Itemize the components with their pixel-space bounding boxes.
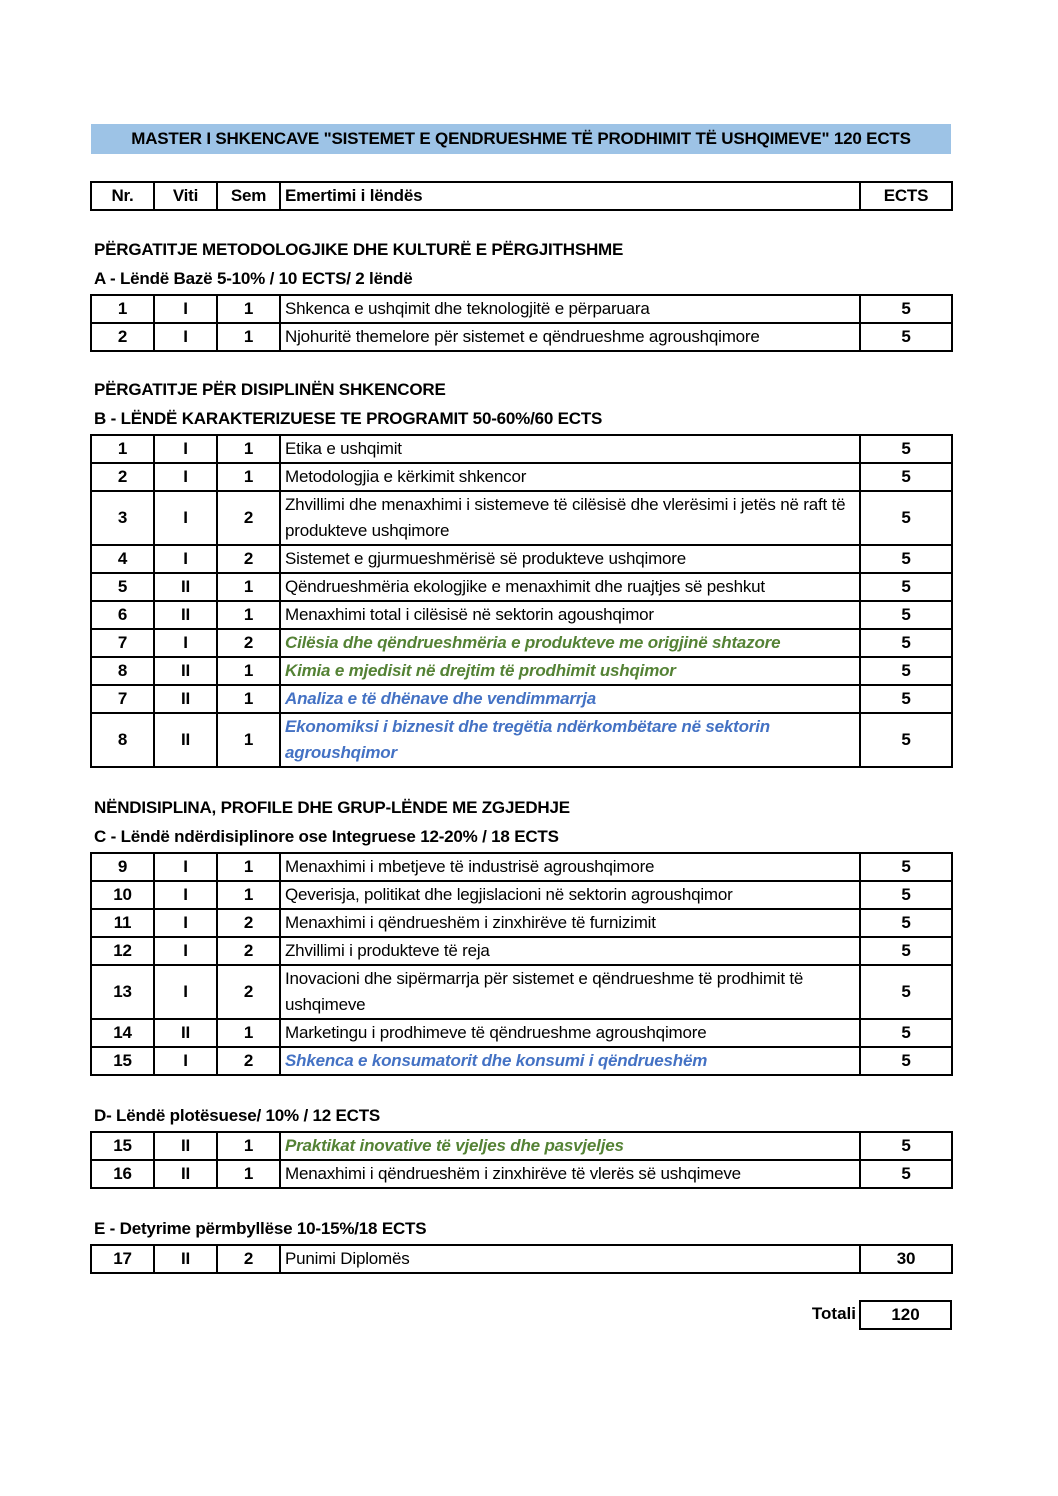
section-e-subheading: E - Detyrime përmbyllëse 10-15%/18 ECTS [94,1219,427,1238]
cell-sem: 1 [217,573,280,601]
cell-ects: 5 [860,629,952,657]
cell-course-name: Menaxhimi i mbetjeve të industrisë agroushqimore [280,853,860,881]
cell-nr: 3 [91,491,154,545]
table-row [91,909,952,937]
document-title [91,124,951,154]
cell-course-name: Qëndrueshmëria ekologjike e menaxhimit dhe ruajtjes së peshkut [280,573,860,601]
table-row [91,1160,952,1188]
cell-sem: 2 [217,1245,280,1273]
cell-nr: 6 [91,601,154,629]
table-row [91,295,952,323]
cell-course-name-elective: Ekonomiksi i biznesit dhe tregëtia ndërkombëtare në sektorin agroushqimor [280,713,860,767]
column-header-sem: Sem [217,182,280,210]
cell-ects: 5 [860,601,952,629]
table-row [91,685,952,713]
cell-nr: 13 [91,965,154,1019]
cell-course-name-elective: Kimia e mjedisit në drejtim të prodhimit ushqimor [280,657,860,685]
cell-viti: II [154,601,217,629]
cell-sem: 1 [217,713,280,767]
cell-nr: 16 [91,1160,154,1188]
cell-nr: 4 [91,545,154,573]
cell-viti: I [154,937,217,965]
cell-sem: 1 [217,657,280,685]
cell-course-name-elective: Analiza e të dhënave dhe vendimmarrja [280,685,860,713]
cell-nr: 8 [91,657,154,685]
cell-sem: 2 [217,965,280,1019]
cell-course-name: Inovacioni dhe sipërmarrja për sistemet e qëndrueshme të prodhimit të ushqimeve [280,965,860,1019]
section-b-subheading: B - LËNDË KARAKTERIZUESE TE PROGRAMIT 50-60%/60 ECTS [94,409,603,428]
section-a-heading: PËRGATITJE METODOLOGJIKE DHE KULTURË E PËRGJITHSHME [94,240,624,259]
cell-nr: 7 [91,685,154,713]
cell-viti: II [154,1245,217,1273]
column-header-viti: Viti [154,182,217,210]
cell-sem: 1 [217,1019,280,1047]
cell-sem: 2 [217,909,280,937]
cell-viti: II [154,713,217,767]
cell-viti: I [154,881,217,909]
cell-course-name-elective: Praktikat inovative të vjeljes dhe pasvjeljes [280,1132,860,1160]
cell-sem: 1 [217,1160,280,1188]
section-c-subheading: C - Lëndë ndërdisiplinore ose Integruese 12-20% / 18 ECTS [94,827,559,846]
section-b-heading: PËRGATITJE PËR DISIPLINËN SHKENCORE [94,380,446,399]
cell-nr: 1 [91,435,154,463]
section-a-table [90,294,953,352]
cell-course-name: Sistemet e gjurmueshmërisë së produkteve ushqimore [280,545,860,573]
cell-ects: 5 [860,965,952,1019]
cell-sem: 1 [217,1132,280,1160]
cell-viti: I [154,853,217,881]
cell-viti: II [154,657,217,685]
cell-ects: 30 [860,1245,952,1273]
table-row [91,937,952,965]
table-row [91,601,952,629]
table-row [91,573,952,601]
cell-ects: 5 [860,1160,952,1188]
cell-ects: 5 [860,713,952,767]
cell-nr: 7 [91,629,154,657]
table-row [91,1019,952,1047]
section-d-table [90,1131,953,1189]
cell-sem: 1 [217,853,280,881]
cell-sem: 2 [217,937,280,965]
cell-viti: II [154,1160,217,1188]
cell-sem: 1 [217,463,280,491]
cell-nr: 8 [91,713,154,767]
cell-ects: 5 [860,685,952,713]
table-row [91,1245,952,1273]
total-label: Totali [811,1304,856,1323]
cell-sem: 1 [217,601,280,629]
cell-nr: 12 [91,937,154,965]
table-row [91,713,952,767]
cell-nr: 14 [91,1019,154,1047]
section-c-heading: NËNDISIPLINA, PROFILE DHE GRUP-LËNDE ME ZGJEDHJE [94,798,570,817]
cell-course-name: Etika e ushqimit [280,435,860,463]
table-row [91,629,952,657]
cell-viti: I [154,629,217,657]
table-row [91,435,952,463]
cell-course-name-elective: Cilësia dhe qëndrueshmëria e produkteve me origjinë shtazore [280,629,860,657]
section-e-table [90,1244,953,1274]
table-row [91,881,952,909]
section-a-subheading: A - Lëndë Bazë 5-10% / 10 ECTS/ 2 lëndë [94,269,413,288]
cell-ects: 5 [860,573,952,601]
column-header-ects: ECTS [860,182,952,210]
cell-viti: I [154,1047,217,1075]
cell-course-name: Punimi Diplomës [280,1245,860,1273]
cell-ects: 5 [860,881,952,909]
table-row [91,1047,952,1075]
cell-viti: I [154,435,217,463]
cell-course-name: Njohuritë themelore për sistemet e qëndrueshme agroushqimore [280,323,860,351]
cell-course-name: Qeverisja, politikat dhe legjislacioni në sektorin agroushqimor [280,881,860,909]
cell-course-name: Metodologjia e kërkimit shkencor [280,463,860,491]
cell-sem: 2 [217,491,280,545]
cell-ects: 5 [860,491,952,545]
table-row [91,1132,952,1160]
cell-ects: 5 [860,657,952,685]
section-d-subheading: D- Lëndë plotësuese/ 10% / 12 ECTS [94,1106,381,1125]
column-header-name: Emertimi i lëndës [280,182,860,210]
cell-ects: 5 [860,295,952,323]
cell-viti: I [154,491,217,545]
table-row [91,323,952,351]
cell-ects: 5 [860,1047,952,1075]
cell-ects: 5 [860,1019,952,1047]
cell-viti: I [154,545,217,573]
cell-nr: 15 [91,1047,154,1075]
cell-course-name: Menaxhimi i qëndrueshëm i zinxhirëve të vlerës së ushqimeve [280,1160,860,1188]
table-row [91,463,952,491]
cell-course-name: Marketingu i prodhimeve të qëndrueshme agroushqimore [280,1019,860,1047]
column-header-nr: Nr. [91,182,154,210]
cell-course-name: Zhvillimi dhe menaxhimi i sistemeve të cilësisë dhe vlerësimi i jetës në raft të produkteve ushqimore [280,491,860,545]
cell-nr: 5 [91,573,154,601]
cell-sem: 2 [217,545,280,573]
document-title-text: MASTER I SHKENCAVE "SISTEMET E QENDRUESHME TË PRODHIMIT TË USHQIMEVE" 120 ECTS [131,129,911,148]
cell-nr: 17 [91,1245,154,1273]
table-row [91,545,952,573]
cell-nr: 2 [91,323,154,351]
table-row [91,491,952,545]
cell-ects: 5 [860,435,952,463]
cell-ects: 5 [860,323,952,351]
cell-viti: II [154,573,217,601]
cell-ects: 5 [860,909,952,937]
cell-course-name: Menaxhimi i qëndrueshëm i zinxhirëve të furnizimit [280,909,860,937]
cell-course-name: Shkenca e ushqimit dhe teknologjitë e përparuara [280,295,860,323]
total-value: 120 [859,1300,952,1330]
column-header-table [90,181,953,211]
cell-nr: 10 [91,881,154,909]
section-b-table [90,434,953,768]
cell-ects: 5 [860,463,952,491]
cell-viti: I [154,909,217,937]
cell-ects: 5 [860,1132,952,1160]
cell-ects: 5 [860,545,952,573]
cell-ects: 5 [860,853,952,881]
cell-nr: 15 [91,1132,154,1160]
cell-sem: 1 [217,685,280,713]
cell-viti: I [154,295,217,323]
column-header-row [91,182,952,210]
table-row [91,853,952,881]
cell-viti: II [154,1019,217,1047]
cell-viti: I [154,323,217,351]
section-c-table [90,852,953,1076]
table-row [91,657,952,685]
cell-nr: 2 [91,463,154,491]
cell-course-name: Menaxhimi total i cilësisë në sektorin agoushqimor [280,601,860,629]
cell-course-name: Zhvillimi i produkteve të reja [280,937,860,965]
cell-viti: I [154,965,217,1019]
table-row [91,965,952,1019]
cell-nr: 11 [91,909,154,937]
cell-course-name-elective: Shkenca e konsumatorit dhe konsumi i qëndrueshëm [280,1047,860,1075]
cell-viti: I [154,463,217,491]
cell-viti: II [154,1132,217,1160]
cell-sem: 2 [217,629,280,657]
cell-ects: 5 [860,937,952,965]
cell-viti: II [154,685,217,713]
cell-sem: 1 [217,435,280,463]
cell-sem: 1 [217,881,280,909]
cell-sem: 1 [217,323,280,351]
cell-nr: 9 [91,853,154,881]
cell-sem: 2 [217,1047,280,1075]
cell-nr: 1 [91,295,154,323]
cell-sem: 1 [217,295,280,323]
